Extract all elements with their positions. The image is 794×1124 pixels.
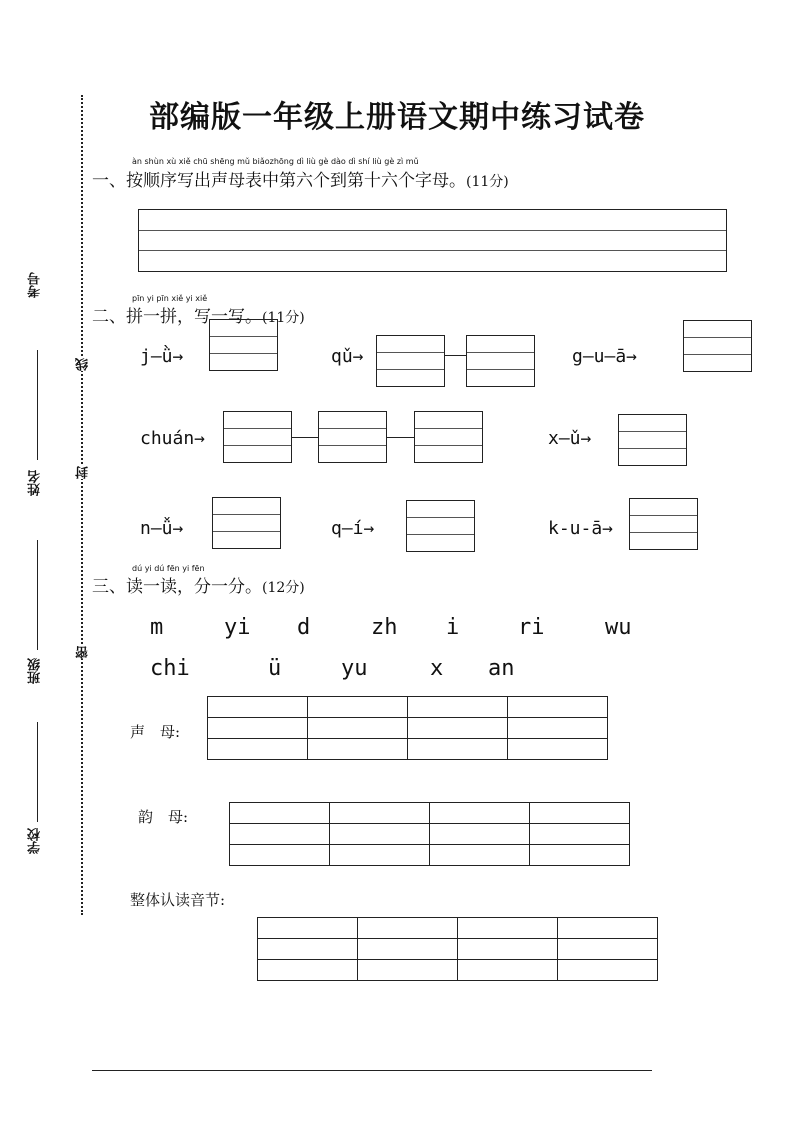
pinyin-item-qi: q—í→ xyxy=(331,518,375,539)
writing-box[interactable] xyxy=(406,500,475,552)
section3-heading: 三、读一读，分一分。(12分) xyxy=(92,577,305,597)
letter-item: m xyxy=(150,615,164,640)
pinyin-item-chuan: chuán→ xyxy=(140,428,206,449)
exam-number-line[interactable] xyxy=(37,350,38,460)
yunmu-answer-table[interactable] xyxy=(229,802,630,866)
zhengti-label: 整体认读音节: xyxy=(130,891,226,909)
school-label: 学校 xyxy=(28,828,43,854)
writing-box[interactable] xyxy=(212,497,281,549)
binding-dotted-line xyxy=(81,95,83,915)
writing-box[interactable] xyxy=(376,335,445,387)
letter-item: ri xyxy=(518,615,545,640)
letter-item: i xyxy=(446,615,460,640)
writing-box[interactable] xyxy=(318,411,387,463)
section1-writing-lines[interactable] xyxy=(138,209,727,272)
footer-rule xyxy=(92,1070,652,1071)
class-line[interactable] xyxy=(37,722,38,822)
class-label: 班级 xyxy=(28,658,43,684)
section2-heading: 二、拼一拼，写一写。(11分) xyxy=(92,307,305,327)
letter-item: yi xyxy=(224,615,251,640)
letter-item: ü xyxy=(268,656,282,681)
connector-dash xyxy=(292,437,318,438)
yunmu-label: 韵 母: xyxy=(138,808,189,826)
letter-item: d xyxy=(297,615,311,640)
section1-score: (11分) xyxy=(466,174,509,190)
letter-item: zh xyxy=(371,615,398,640)
pinyin-item-nv: n—ǚ→ xyxy=(140,518,184,539)
connector-dash xyxy=(445,355,466,356)
section3-pinyin-ruby: dú yi dú fēn yi fēn xyxy=(132,564,205,573)
pinyin-item-kua: k-u-ā→ xyxy=(548,518,614,539)
binding-mark-xian: 线 xyxy=(76,358,91,371)
writing-box[interactable] xyxy=(618,414,687,466)
shengmu-answer-table[interactable] xyxy=(207,696,608,760)
writing-box[interactable] xyxy=(414,411,483,463)
pinyin-item-xu: x—ǔ→ xyxy=(548,428,592,449)
letter-item: yu xyxy=(341,656,368,681)
letter-item: chi xyxy=(150,656,190,681)
writing-box[interactable] xyxy=(223,411,292,463)
letter-item: an xyxy=(488,656,515,681)
connector-dash xyxy=(387,437,414,438)
writing-box[interactable] xyxy=(466,335,535,387)
section2-score: (11分) xyxy=(262,310,305,326)
zhengti-answer-table[interactable] xyxy=(257,917,658,981)
section1-heading: 一、按顺序写出声母表中第六个到第十六个字母。(11分) xyxy=(92,171,509,191)
exam-number-label: 考号 xyxy=(28,272,43,298)
binding-mark-feng: 封 xyxy=(76,466,91,479)
name-label: 姓名 xyxy=(28,470,43,496)
section3-score: (12分) xyxy=(262,580,305,596)
letter-item: x xyxy=(430,656,444,681)
page-title: 部编版一年级上册语文期中练习试卷 xyxy=(149,100,645,135)
writing-box[interactable] xyxy=(629,498,698,550)
writing-box[interactable] xyxy=(683,320,752,372)
section1-pinyin-ruby: àn shùn xù xiě chū shēng mǔ biǎozhōng dì liù gè dào dì shí liù gè zì mǔ xyxy=(132,157,419,166)
writing-box[interactable] xyxy=(209,319,278,371)
pinyin-item-gua: g—u—ā→ xyxy=(572,346,638,367)
binding-mark-mi: 密 xyxy=(76,646,91,659)
letter-item: wu xyxy=(605,615,632,640)
section2-pinyin-ruby: pīn yi pīn xiě yi xiě xyxy=(132,294,208,303)
name-line[interactable] xyxy=(37,540,38,650)
shengmu-label: 声 母: xyxy=(130,723,181,741)
pinyin-item-qu: qǔ→ xyxy=(331,346,364,367)
pinyin-item-jv: j—ǜ→ xyxy=(140,346,184,367)
